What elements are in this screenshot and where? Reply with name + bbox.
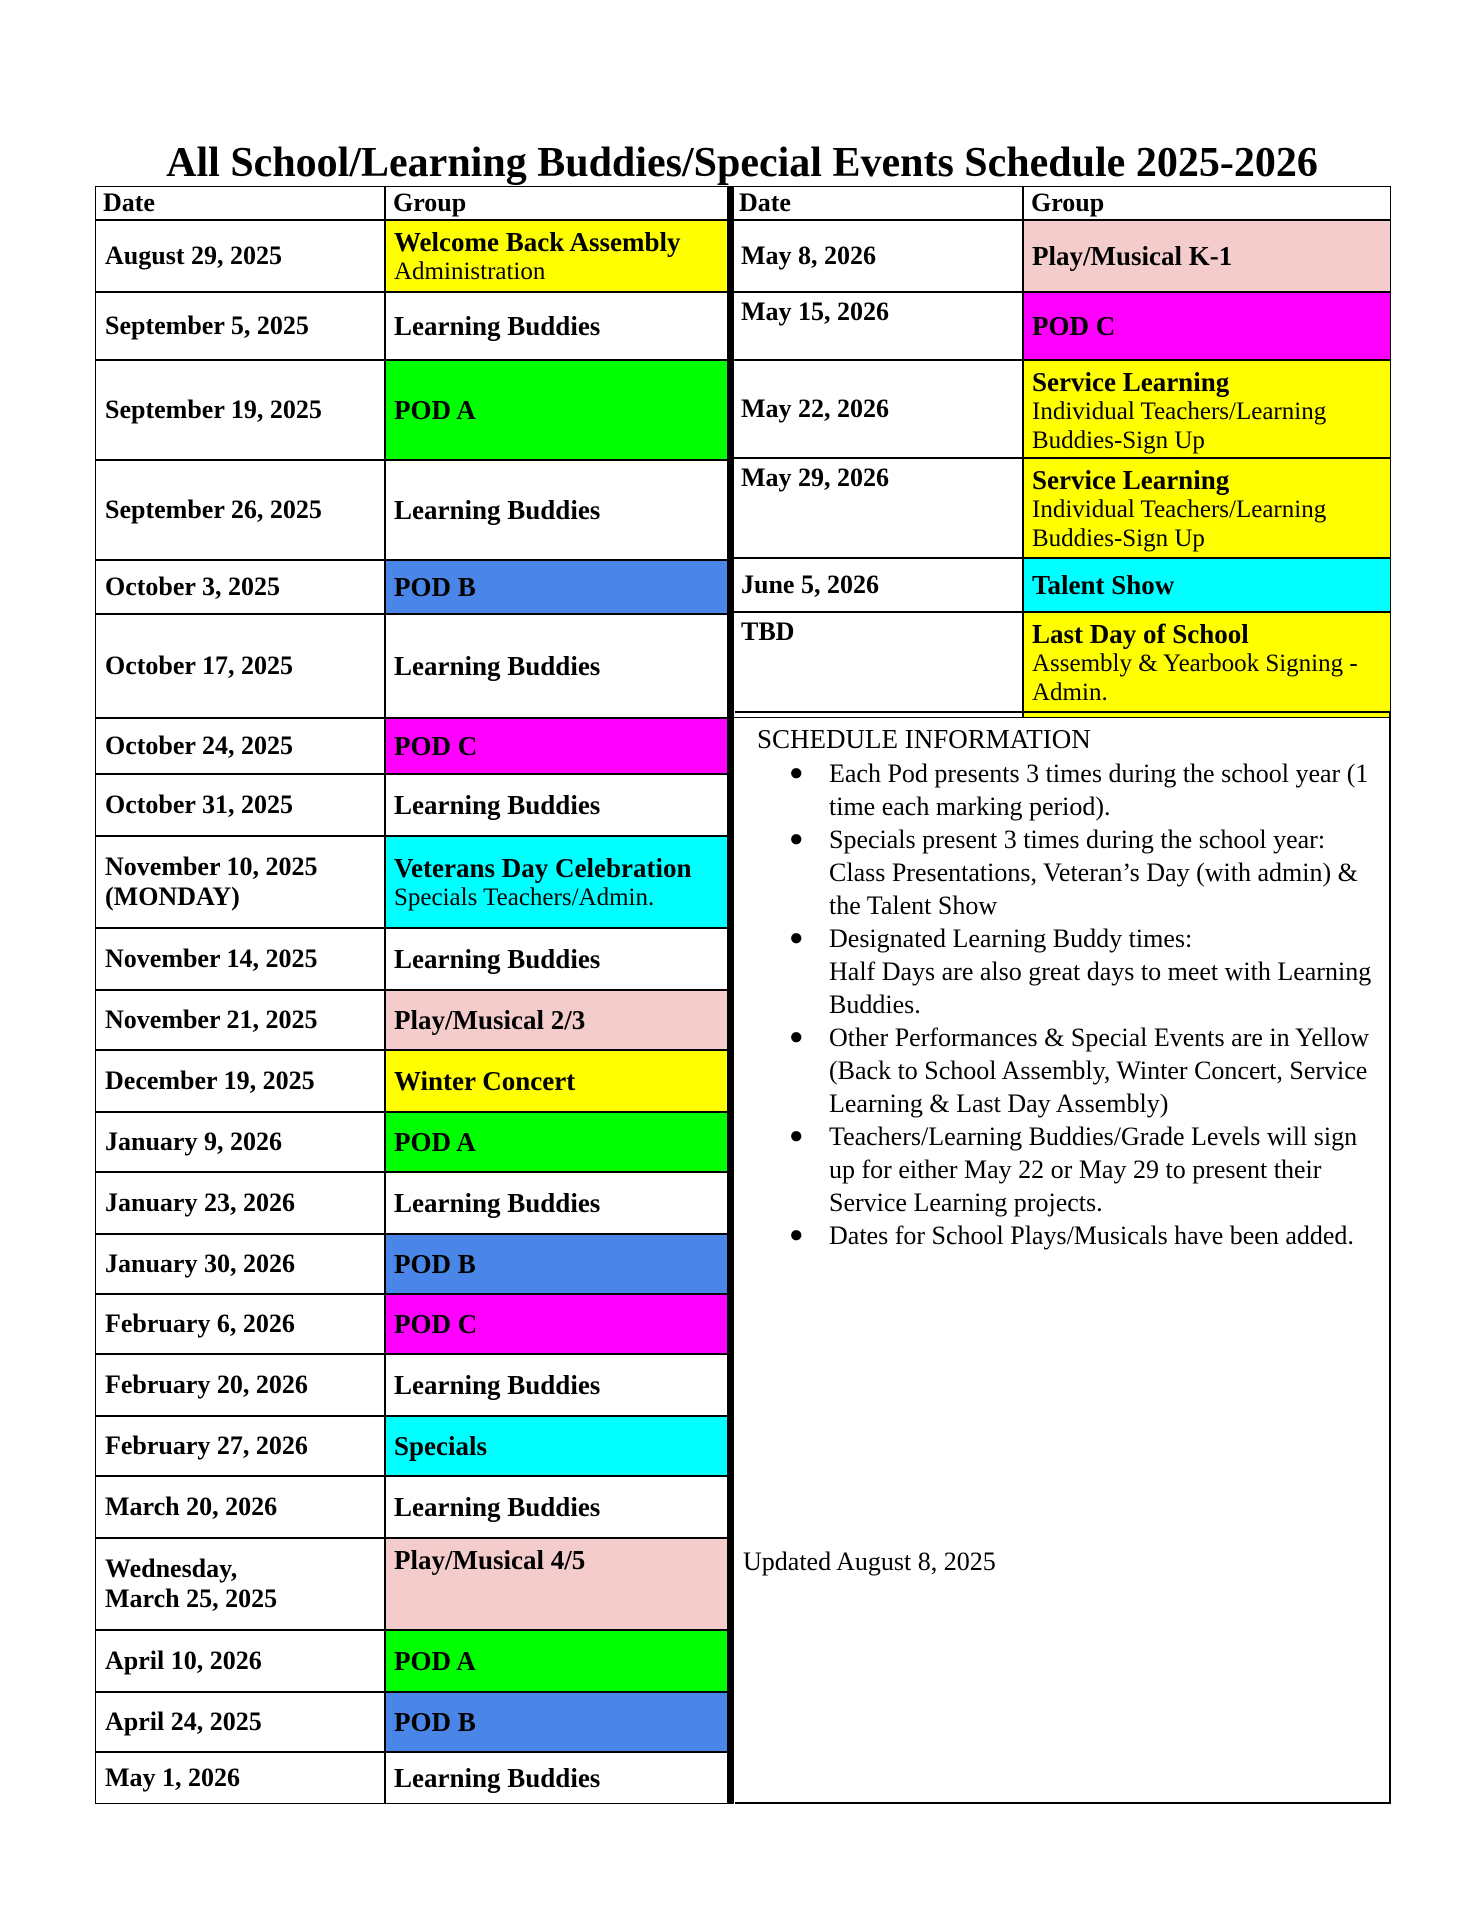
group-detail: Individual Teachers/Learning Buddies-Sign Up [1032,398,1327,454]
group-label: Learning Buddies [394,651,601,681]
date-line: March 25, 2025 [105,1584,278,1613]
group-label: Learning Buddies [394,1492,601,1522]
group-label: POD C [394,1309,478,1339]
date-text [105,1431,308,1461]
table-row [95,1354,731,1416]
group-label: Learning Buddies [394,1370,601,1400]
date-cell [731,220,1023,292]
group-cell [385,220,731,292]
group-cell [385,990,731,1050]
group-cell [1023,360,1391,458]
table-row [731,292,1391,360]
group-cell [1023,292,1391,360]
date-cell [731,292,1023,360]
date-text [105,1309,295,1339]
table-row [95,1172,731,1234]
table-row [95,460,731,560]
date-line: November 21, 2025 [105,1005,318,1034]
group-label: Service Learning [1032,465,1230,495]
date-text [105,1763,240,1793]
table-row [95,774,731,836]
date-line: April 24, 2025 [105,1707,262,1736]
date-text [741,463,889,493]
table-row [95,1538,731,1630]
group-cell [385,1234,731,1294]
date-text [105,651,293,681]
schedule-information [735,711,1391,1804]
date-line: February 27, 2026 [105,1431,308,1460]
header-date: Date [95,186,385,220]
date-cell [95,836,385,928]
info-item: ● Dates for School Plays/Musicals have been added. [789,1221,1354,1250]
date-line: October 24, 2025 [105,731,293,760]
date-line: December 19, 2025 [105,1066,315,1095]
date-cell [731,458,1023,558]
group-cell [385,718,731,774]
schedule-table [95,186,1391,1804]
date-text [105,1492,277,1522]
updated-date: Updated August 8, 2025 [743,1547,996,1576]
date-text [105,790,293,820]
date-cell [95,1416,385,1476]
group-label: POD B [394,1707,476,1737]
table-row [731,220,1391,292]
table-row [95,1112,731,1172]
group-label: POD B [394,1249,476,1279]
date-cell [95,1354,385,1416]
group-label: POD A [394,1127,476,1157]
date-cell [95,1538,385,1630]
info-item: ● Designated Learning Buddy times: Half Days are also great days to meet with Learning Buddies. [789,924,1372,1019]
table-row [95,560,731,614]
date-line: November 14, 2025 [105,944,318,973]
group-label: Last Day of School [1032,619,1249,649]
bullet-icon: ● [789,1123,804,1149]
date-line: October 17, 2025 [105,651,293,680]
date-text [741,617,794,647]
group-label: Specials [394,1431,488,1461]
group-cell [385,614,731,718]
group-label: Veterans Day Celebration [394,852,692,883]
group-label: Learning Buddies [394,1763,601,1793]
group-cell [385,460,731,560]
table-row [731,458,1391,558]
date-line: May 1, 2026 [105,1763,241,1792]
table-row [95,1050,731,1112]
date-text [105,944,318,974]
group-cell [385,1294,731,1354]
date-cell [95,1294,385,1354]
group-label: Service Learning [1032,367,1230,397]
date-cell [95,1172,385,1234]
group-label: POD A [394,395,476,425]
group-cell [385,560,731,614]
group-label: Learning Buddies [394,944,601,974]
group-label: POD C [394,731,478,761]
table-row [731,612,1391,718]
date-text [105,241,282,271]
group-label: Learning Buddies [394,790,601,820]
date-line: January 9, 2026 [105,1127,282,1156]
date-line: September 5, 2025 [105,311,309,340]
info-list [757,757,1377,1252]
bullet-icon: ● [789,1222,804,1248]
date-cell [95,1112,385,1172]
group-cell [385,292,731,360]
date-text [105,572,280,602]
table-row [95,1476,731,1538]
info-item: ● Specials present 3 times during the school year: Class Presentations, Veteran’s Day (with admin) & the Talent Show [789,825,1358,920]
table-row [95,360,731,460]
table-row [95,220,731,292]
group-cell [385,1752,731,1804]
group-cell [385,360,731,460]
table-header-row [95,186,731,220]
group-label: POD B [394,572,476,602]
date-line: March 20, 2026 [105,1492,278,1521]
date-line: May 15, 2026 [741,297,890,326]
date-cell [95,718,385,774]
date-cell [95,1692,385,1752]
date-line: (MONDAY) [105,882,240,911]
group-label: Winter Concert [394,1066,576,1096]
group-cell [1023,458,1391,558]
date-line: April 10, 2026 [105,1646,262,1675]
group-detail: Specials Teachers/Admin. [394,883,655,911]
table-row [95,614,731,718]
group-cell [385,1416,731,1476]
group-cell [385,774,731,836]
group-detail: Administration [394,257,546,285]
date-text [105,395,322,425]
group-cell [385,1354,731,1416]
group-cell [1023,220,1391,292]
bullet-icon: ● [789,925,804,951]
table-row [95,1234,731,1294]
table-row [95,1416,731,1476]
date-cell [95,1234,385,1294]
bullet-icon: ● [789,760,804,786]
date-text [105,495,322,525]
date-line: TBD [741,617,795,646]
table-row [731,558,1391,612]
date-text [105,311,309,341]
bullet-icon: ● [789,1024,804,1050]
date-line: May 8, 2026 [741,241,877,270]
table-header-row [731,186,1391,220]
date-line: Wednesday, [105,1554,238,1583]
table-row [95,718,731,774]
date-text [105,852,318,912]
date-text [105,1707,262,1737]
header-group: Group [385,186,731,220]
table-row [95,1692,731,1752]
date-cell [731,360,1023,458]
table-row [95,990,731,1050]
group-cell [385,1630,731,1692]
date-cell [95,1752,385,1804]
table-row [95,836,731,928]
group-label: Play/Musical K-1 [1032,241,1233,271]
date-text [105,1646,262,1676]
table-row [95,1294,731,1354]
date-cell [95,614,385,718]
group-label: Learning Buddies [394,311,601,341]
group-cell [385,1538,731,1630]
table-row [95,928,731,990]
group-detail: Individual Teachers/Learning Buddies-Sign Up [1032,496,1327,552]
date-text [105,1005,318,1035]
date-cell [731,558,1023,612]
date-text [741,297,889,327]
date-line: May 29, 2026 [741,463,890,492]
group-label: Play/Musical 2/3 [394,1005,586,1035]
date-cell [95,460,385,560]
group-cell [385,1692,731,1752]
info-item-note: Half Days are also great days to meet with Learning Buddies. [829,957,1372,1019]
date-cell [95,360,385,460]
group-cell [385,1050,731,1112]
header-date: Date [731,186,1023,220]
group-cell [385,1112,731,1172]
date-text [105,1188,295,1218]
group-cell [1023,558,1391,612]
group-detail: Assembly & Yearbook Signing - Admin. [1032,650,1358,706]
date-line: September 26, 2025 [105,495,322,524]
date-line: October 31, 2025 [105,790,293,819]
date-line: May 22, 2026 [741,394,890,423]
page-title: All School/Learning Buddies/Special Events Schedule 2025-2026 [166,140,1318,186]
date-cell [95,928,385,990]
date-cell [95,774,385,836]
group-label: POD A [394,1646,476,1676]
table-row [95,1630,731,1692]
bullet-icon: ● [789,826,804,852]
group-label: Play/Musical 4/5 [394,1545,586,1575]
date-cell [731,612,1023,718]
date-text [105,731,293,761]
date-cell [95,220,385,292]
column-divider [727,186,734,1804]
date-line: January 23, 2026 [105,1188,295,1217]
table-row [95,292,731,360]
date-line: February 6, 2026 [105,1309,295,1338]
table-row [95,1752,731,1804]
date-text [741,394,889,424]
group-label: Welcome Back Assembly [394,226,681,257]
date-cell [95,292,385,360]
date-line: October 3, 2025 [105,572,280,601]
date-cell [95,1476,385,1538]
date-text [741,241,876,271]
date-text [741,570,879,600]
info-item: ● Each Pod presents 3 times during the school year (1 time each marking period). [789,759,1369,821]
date-text [105,1554,277,1614]
table-row [731,360,1391,458]
group-cell [385,836,731,928]
date-line: February 20, 2026 [105,1370,308,1399]
date-line: June 5, 2026 [741,570,879,599]
group-cell [1023,612,1391,718]
date-line: September 19, 2025 [105,395,322,424]
group-label: POD C [1032,311,1116,341]
date-text [105,1370,308,1400]
group-cell [385,1172,731,1234]
date-line: November 10, 2025 [105,852,318,881]
group-cell [385,928,731,990]
date-cell [95,560,385,614]
info-title: SCHEDULE INFORMATION [757,724,1091,754]
group-label: Learning Buddies [394,1188,601,1218]
header-group: Group [1023,186,1391,220]
date-line: January 30, 2026 [105,1249,295,1278]
date-cell [95,990,385,1050]
group-label: Learning Buddies [394,495,601,525]
date-text [105,1127,282,1157]
date-cell [95,1050,385,1112]
date-cell [95,1630,385,1692]
group-label: Talent Show [1032,570,1175,600]
date-text [105,1066,315,1096]
date-text [105,1249,295,1279]
group-cell [385,1476,731,1538]
info-item: ● Teachers/Learning Buddies/Grade Levels will sign up for either May 22 or May 29 to present their Service Learning projects. [789,1122,1358,1217]
info-item: ● Other Performances & Special Events are in Yellow (Back to School Assembly, Winter Concert, Service Learning & Last Day Assembly) [789,1023,1370,1118]
date-line: August 29, 2025 [105,241,282,270]
